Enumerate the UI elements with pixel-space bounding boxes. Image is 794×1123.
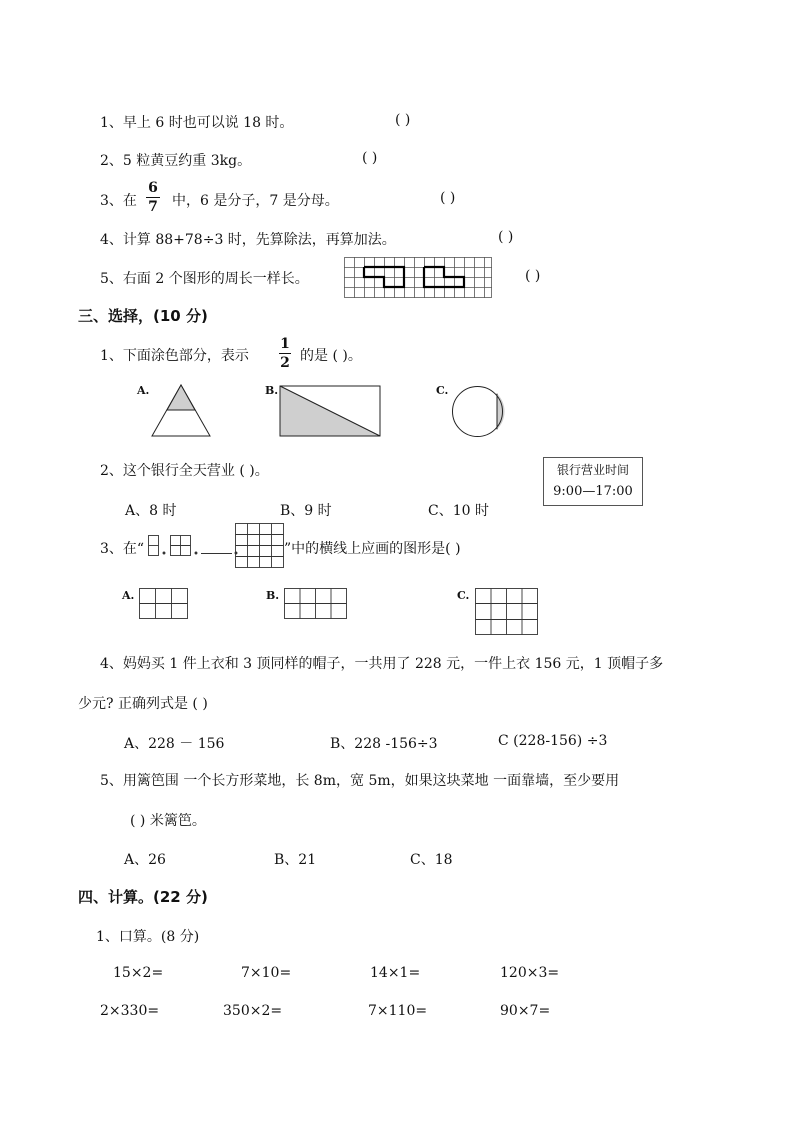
section-4-title: 四、计算。(22 分) [78, 888, 208, 906]
sec3-q4-line2: 少元? 正确列式是 ( ) [78, 696, 208, 712]
sec3-q2-text: 2、这个银行全天营业 ( )。 [100, 463, 269, 479]
judge-q5-text: 5、右面 2 个图形的周长一样长。 [100, 271, 309, 287]
sec3-q5-option-b[interactable]: B、21 [274, 852, 317, 868]
shaded-rectangle-figure [279, 385, 382, 437]
option-b-grid [283, 587, 348, 620]
option-c-grid [474, 587, 539, 636]
grid-sequence-pattern [146, 521, 286, 569]
judge-q4-answer-paren[interactable]: ( ) [498, 229, 514, 245]
sec3-q4-option-b[interactable]: B、228 -156÷3 [330, 736, 438, 752]
judge-q4-text: 4、计算 88+78÷3 时，先算除法，再算加法。 [100, 232, 396, 248]
calc-item: 90×7= [500, 1003, 551, 1019]
option-a-grid [138, 587, 189, 620]
perimeter-grid-figures [344, 257, 492, 299]
sec3-q5-option-a[interactable]: A、26 [124, 852, 166, 868]
calc-item: 14×1= [370, 965, 421, 981]
sec3-q5-option-c[interactable]: C、18 [410, 852, 453, 868]
sec3-q5-line1: 5、用篱笆围 一个长方形菜地，长 8m，宽 5m，如果这块菜地 一面靠墙，至少要用 [100, 773, 620, 789]
judge-q5-answer-paren[interactable]: ( ) [525, 268, 541, 284]
judge-q3-post: 中，6 是分子，7 是分母。 [172, 193, 339, 209]
sec3-q1-option-a-label[interactable]: A. [137, 384, 150, 397]
calc-item: 120×3= [500, 965, 560, 981]
fraction-six-sevenths [146, 180, 160, 215]
sec3-q4-option-c[interactable]: C (228-156) ÷3 [498, 733, 608, 749]
sec3-q5-line2: ( ) 米篱笆。 [130, 813, 206, 829]
fraction-bar [279, 353, 291, 354]
sec3-q4-option-a[interactable]: A、228 － 156 [124, 736, 225, 752]
calc-item: 350×2= [223, 1003, 283, 1019]
calc-item: 15×2= [113, 965, 164, 981]
sec3-q1-pre: 1、下面涂色部分，表示 [100, 348, 249, 364]
sec4-sub1-title: 1、口算。(8 分) [96, 929, 200, 945]
sec3-q2-option-a[interactable]: A、8 时 [125, 503, 177, 519]
bank-sign-title: 银行营业时间 [556, 463, 629, 477]
calc-item: 7×110= [368, 1003, 428, 1019]
sec3-q1-post: 的是 ( )。 [300, 348, 362, 364]
judge-q1-text: 1、早上 6 时也可以说 18 时。 [100, 115, 294, 131]
sec3-q1-option-c-label[interactable]: C. [436, 384, 449, 397]
sec3-q3-option-c-label[interactable]: C. [457, 589, 470, 602]
fraction-numerator: 6 [148, 180, 158, 196]
shaded-triangle-figure [150, 383, 212, 438]
sec3-q3-post: ”中的横线上应画的图形是( ) [284, 541, 461, 557]
calc-item: 2×330= [100, 1003, 160, 1019]
section-3-title: 三、选择，(10 分) [78, 307, 208, 325]
sec3-q3-option-a-label[interactable]: A. [122, 589, 135, 602]
fraction-denominator: 7 [148, 199, 158, 215]
fraction-numerator: 1 [280, 336, 290, 352]
bank-sign-hours: 9:00—17:00 [553, 484, 633, 499]
shaded-circle-figure [450, 384, 505, 439]
sec3-q3-pre: 3、在“ [100, 541, 145, 557]
sec3-q3-option-b-label[interactable]: B. [266, 589, 280, 602]
judge-q2-answer-paren[interactable]: ( ) [362, 150, 378, 166]
sec3-q4-line1: 4、妈妈买 1 件上衣和 3 顶同样的帽子，一共用了 228 元，一件上衣 156 元，1 顶帽子多 [100, 656, 664, 672]
judge-q3-pre: 3、在 [100, 193, 137, 209]
sec3-q1-option-b-label[interactable]: B. [265, 384, 279, 397]
fraction-denominator: 2 [280, 355, 290, 371]
fraction-bar [146, 197, 160, 198]
judge-q2-text: 2、5 粒黄豆约重 3kg。 [100, 153, 252, 169]
bank-hours-sign [543, 457, 643, 506]
judge-q1-answer-paren[interactable]: ( ) [395, 112, 411, 128]
calc-item: 7×10= [241, 965, 292, 981]
sec3-q2-option-c[interactable]: C、10 时 [428, 503, 489, 519]
judge-q3-answer-paren[interactable]: ( ) [440, 190, 456, 206]
sec3-q2-option-b[interactable]: B、9 时 [280, 503, 332, 519]
fraction-one-half [279, 336, 291, 371]
